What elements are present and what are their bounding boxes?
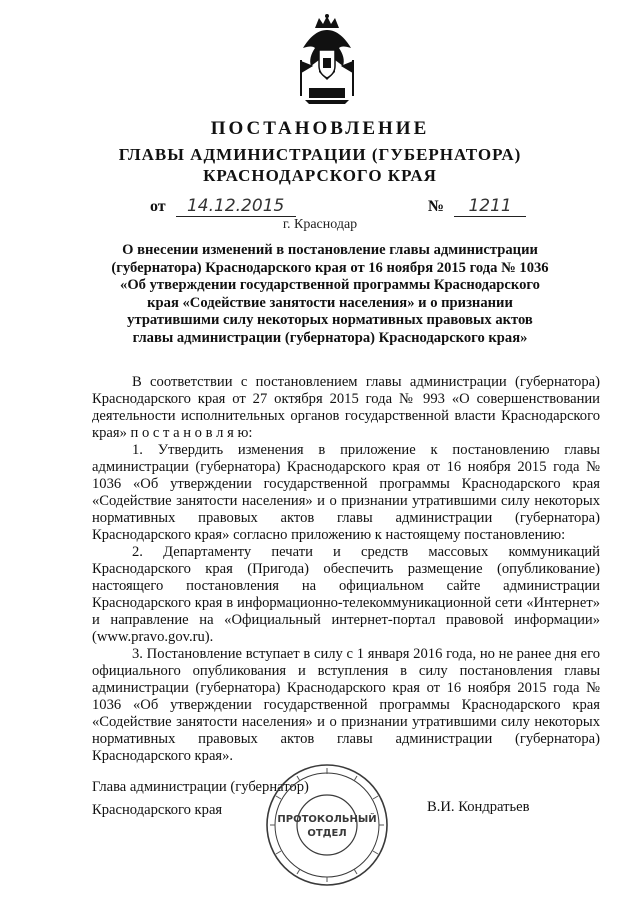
- signatory-name: В.И. Кондратьев: [427, 799, 530, 815]
- date-value: 14.12.2015: [176, 196, 296, 217]
- signatory-position-line-1: Глава администрации (губернатор): [92, 779, 309, 795]
- number-field: [428, 196, 526, 217]
- coat-of-arms-icon: [295, 14, 359, 106]
- issuer-line-2: КРАСНОДАРСКОГО КРАЯ: [203, 166, 437, 185]
- document-title: ПОСТАНОВЛЕНИЕ: [210, 118, 430, 139]
- number-value: 1211: [454, 196, 526, 217]
- body-item-1: 1. Утвердить изменения в приложение к постановлению главы администрации (губернатора) Краснодарского края от 16 ноября 2015 года № 1036 «Об утверждении государственной программы Краснодарского края «Содействие занятости населения» и о признании утратившими силу некоторых нормативных правовых актов главы администрации (губернатора) Краснодарского края» согласно приложению к настоящему постановлению:: [92, 442, 600, 543]
- body-intro: В соответствии с постановлением главы администрации (губернатора) Краснодарского края от 27 октября 2015 года № 993 «О совершенствовании деятельности исполнительных органов государственной власти Краснодарского края» п о с т а н о в л я ю:: [92, 374, 600, 441]
- stamp-text-line-1: ПРОТОКОЛЬНЫЙ: [277, 814, 377, 825]
- body-item-2: 2. Департаменту печати и средств массовых коммуникаций Краснодарского края (Пригода) обеспечить размещение (опубликование) настоящего постановления на официальном сайте администрации Краснодарского края в информационно-телекоммуникационной сети «Интернет» и направление на «Официальный интернет-портал правовой информации» (www.pravo.gov.ru).: [92, 544, 600, 645]
- number-prefix: №: [428, 198, 445, 215]
- stamp-text-line-2: ОТДЕЛ: [307, 828, 347, 839]
- document-body: [92, 374, 600, 765]
- official-stamp-icon: [262, 760, 392, 890]
- date-prefix: от: [150, 198, 166, 215]
- date-field: [150, 196, 296, 217]
- signatory-position-line-2: Краснодарского края: [92, 802, 223, 818]
- city-label: г. Краснодар: [282, 217, 358, 232]
- issuer-line-1: ГЛАВЫ АДМИНИСТРАЦИИ (ГУБЕРНАТОРА): [118, 145, 522, 164]
- document-subject: О внесении изменений в постановление главы администрации (губернатора) Краснодарского края от 16 ноября 2015 года № 1036 «Об утверждении государственной программы Краснодарского края «Содействие занятости населения» и о признании утратившими силу некоторых нормативных правовых актов главы администрации (губернатора) Краснодарского края»: [111, 242, 549, 346]
- body-item-3: 3. Постановление вступает в силу с 1 января 2016 года, но не ранее дня его официального опубликования и вступления в силу постановления главы администрации (губернатора) Краснодарского края от 16 ноября 2015 года № 1036 «Об утверждении государственной программы Краснодарского края «Содействие занятости населения» и о признании утратившими силу некоторых нормативных правовых актов главы администрации (губернатора) Краснодарского края».: [92, 646, 600, 764]
